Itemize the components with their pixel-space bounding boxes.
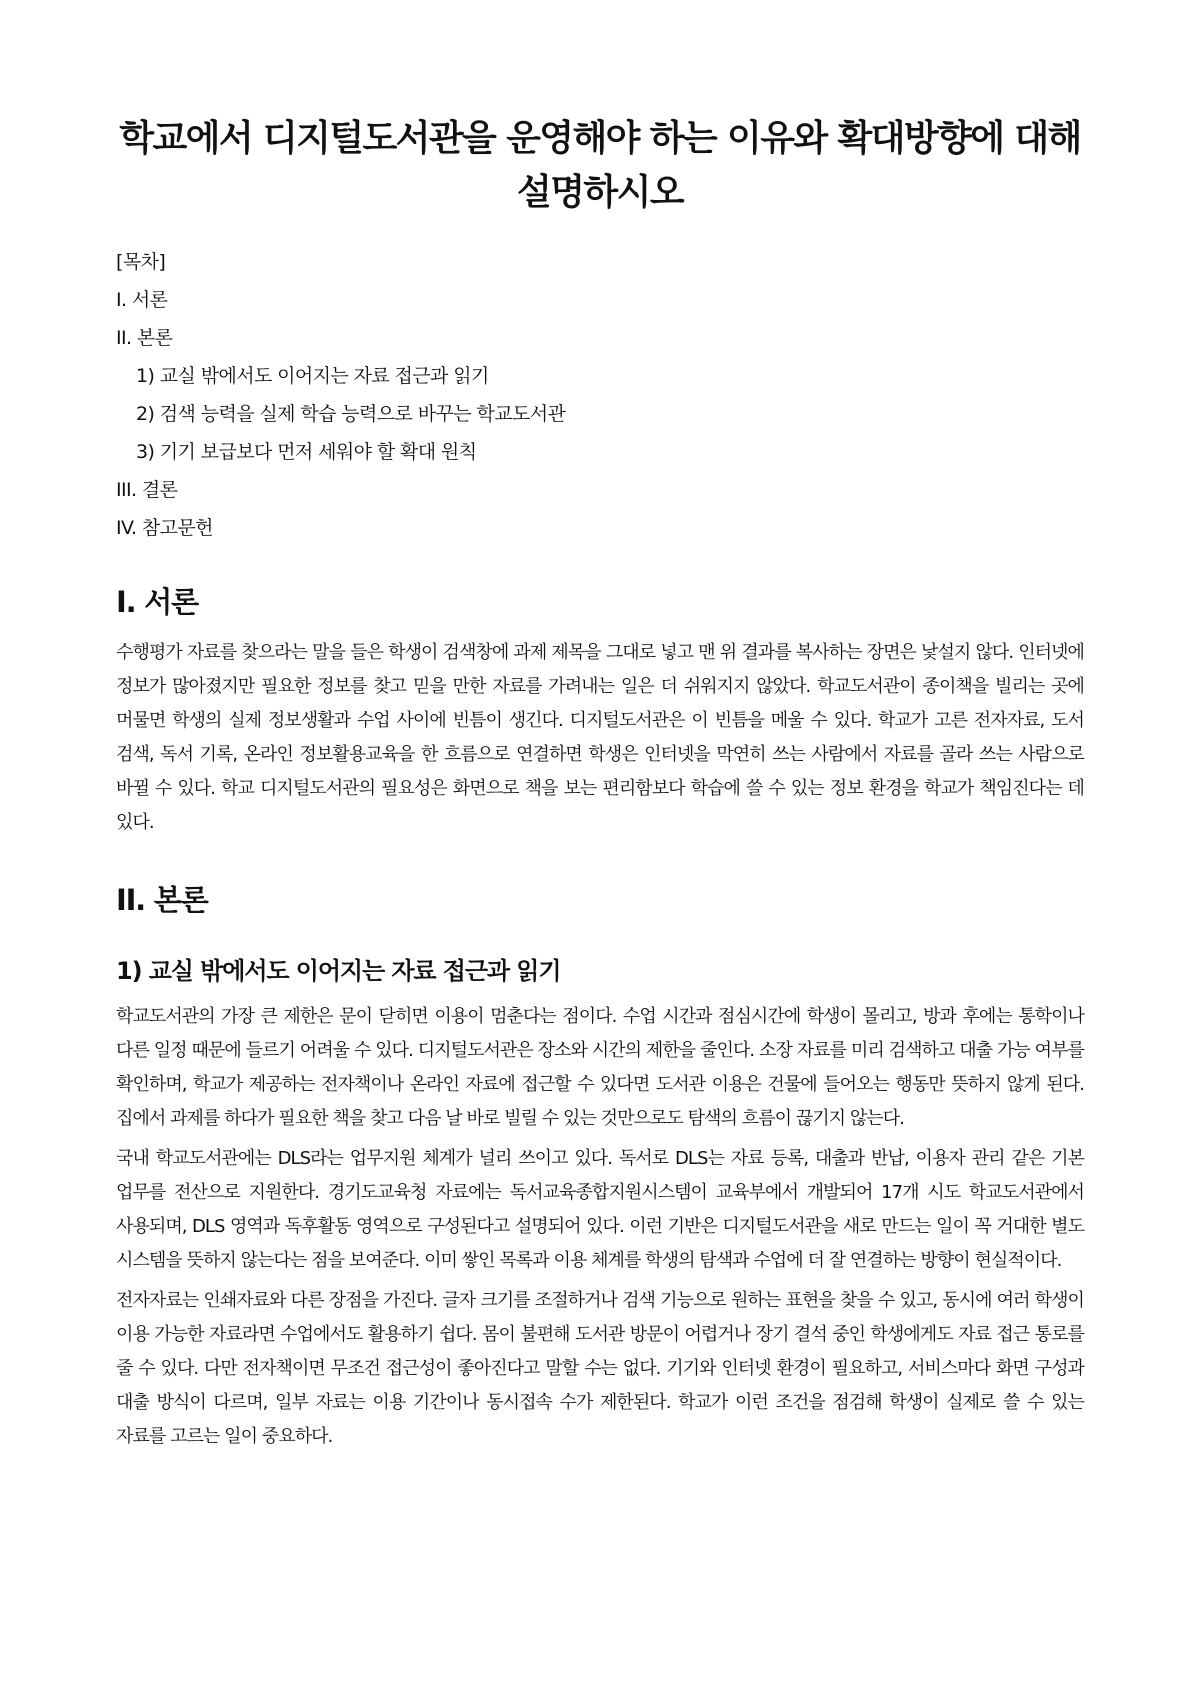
toc-item-intro: I. 서론 bbox=[116, 289, 168, 311]
intro-paragraph: 수행평가 자료를 찾으라는 말을 들은 학생이 검색창에 과제 제목을 그대로 넣고 맨 위 결과를 복사하는 장면은 낯설지 않다. 인터넷에 정보가 많아졌지만 필요한 정보를 찾고 믿을 만한 자료를 가려내는 일은 더 쉬워지지 않았다. 학교도서관이 종이책을 빌리는 곳에 머물면 학생의 실제 정보생활과 수업 사이에 빈틈이 생긴다. 디지털도서관은 이 빈틈을 메울 수 있다. 학교가 고른 전자자료, 도서 검색, 독서 기록, 온라인 정보활용교육을 한 흐름으로 연결하면 학생은 인터넷을 막연히 쓰는 사람에서 자료를 골라 쓰는 사람으로 바뀔 수 있다. 학교 디지털도서관의 필요성은 화면으로 책을 보는 편리함보다 학습에 쓸 수 있는 정보 환경을 학교가 책임진다는 데 있다. bbox=[116, 642, 1084, 833]
document-title: 학교에서 디지털도서관을 운영해야 하는 이유와 확대방향에 대해 설명하시오 bbox=[119, 118, 1081, 213]
section-1-paragraph-1: 학교도서관의 가장 큰 제한은 문이 닫히면 이용이 멈춘다는 점이다. 수업 시간과 점심시간에 학생이 몰리고, 방과 후에는 통학이나 다른 일정 때문에 들르기 어려울 수 있다. 디지털도서관은 장소와 시간의 제한을 줄인다. 소장 자료를 미리 검색하고 대출 가능 여부를 확인하며, 학교가 제공하는 전자책이나 온라인 자료에 접근할 수 있다면 도서관 이용은 건물에 들어오는 행동만 뜻하지 않게 된다. 집에서 과제를 하다가 필요한 책을 찾고 다음 날 바로 빌릴 수 있는 것만으로도 탐색의 흐름이 끊기지 않는다. bbox=[116, 1006, 1084, 1129]
toc-item-body-section-2: 2) 검색 능력을 실제 학습 능력으로 바꾸는 학교도서관 bbox=[136, 403, 566, 425]
body-heading: II. 본론 bbox=[116, 883, 208, 917]
intro-heading: I. 서론 bbox=[116, 585, 198, 619]
section-1-paragraph-3: 전자자료는 인쇄자료와 다른 장점을 가진다. 글자 크기를 조절하거나 검색 기능으로 원하는 표현을 찾을 수 있고, 동시에 여러 학생이 이용 가능한 자료라면 수업에서도 활용하기 쉽다. 몸이 불편해 도서관 방문이 어렵거나 장기 결석 중인 학생에게도 자료 접근 통로를 줄 수 있다. 다만 전자책이면 무조건 접근성이 좋아진다고 말할 수는 없다. 기기와 인터넷 환경이 필요하고, 서비스마다 화면 구성과 대출 방식이 다르며, 일부 자료는 이용 기간이나 동시접속 수가 제한된다. 학교가 이런 조건을 점검해 학생이 실제로 쓸 수 있는 자료를 고르는 일이 중요하다. bbox=[116, 1290, 1084, 1447]
toc-item-conclusion: III. 결론 bbox=[116, 479, 178, 501]
toc-item-body-section-3: 3) 기기 보급보다 먼저 세워야 할 확대 원칙 bbox=[136, 441, 477, 463]
section-1-paragraph-2: 국내 학교도서관에는 DLS라는 업무지원 체계가 널리 쓰이고 있다. 독서로 DLS는 자료 등록, 대출과 반납, 이용자 관리 같은 기본 업무를 전산으로 지원한다. 경기도교육청 자료에는 독서교육종합지원시스템이 교육부에서 개발되어 17개 시도 학교도서관에서 사용되며, DLS 영역과 독후활동 영역으로 구성된다고 설명되어 있다. 이런 기반은 디지털도서관을 새로 만드는 일이 꼭 거대한 별도 시스템을 뜻하지 않는다는 점을 보여준다. 이미 쌓인 목록과 이용 체계를 학생의 탐색과 수업에 더 잘 연결하는 방향이 현실적이다. bbox=[116, 1148, 1084, 1271]
section-1-heading: 1) 교실 밖에서도 이어지는 자료 접근과 읽기 bbox=[116, 957, 561, 985]
toc-item-references: IV. 참고문헌 bbox=[116, 517, 213, 539]
table-of-contents bbox=[116, 248, 1084, 542]
toc-item-body: II. 본론 bbox=[116, 327, 173, 349]
toc-item-body-section-1: 1) 교실 밖에서도 이어지는 자료 접근과 읽기 bbox=[136, 365, 489, 387]
toc-heading: [목차] bbox=[116, 251, 166, 273]
